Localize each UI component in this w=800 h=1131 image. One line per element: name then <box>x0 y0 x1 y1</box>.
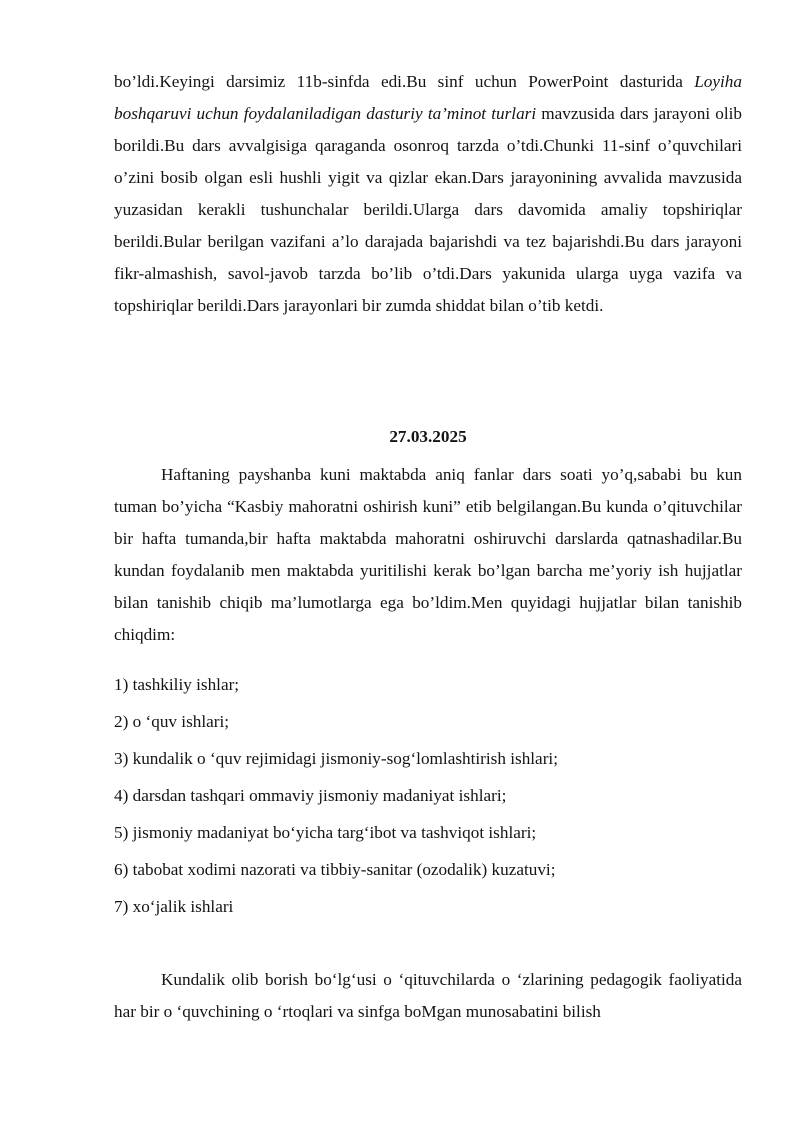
date-heading: 27.03.2025 <box>389 427 467 446</box>
list-item: 6) tabobat xodimi nazorati va tibbiy-sanitar (ozodalik) kuzatuvi; <box>114 860 556 879</box>
list-item: 1) tashkiliy ishlar; <box>114 675 240 694</box>
paragraph-lesson-11b <box>114 66 742 322</box>
list-item: 2) o ‘quv ishlari; <box>114 712 230 731</box>
paragraph-diary-keeping: Kundalik olib borish bo‘lg‘usi o ‘qituvchilarda o ‘zlarining pedagogik faoliyatida har bir o ‘quvchining o ‘rtoqlari va sinfga boMgan munosabatini bilish <box>114 970 742 1021</box>
lesson-topic: Loyiha boshqaruvi uchun foydalaniladigan dasturiy ta’minot turlari <box>114 72 742 123</box>
paragraph-professional-day: Haftaning payshanba kuni maktabda aniq fanlar dars soati yo’q,sababi bu kun tuman bo’yicha “Kasbiy mahoratni oshirish kuni” etib belgilangan.Bu kunda o’qituvchilar bir hafta tumanda,bir hafta maktabda mahoratni oshiruvchi darslarda qatnashadilar.Bu kundan foydalanib men maktabda yuritilishi kerak bo’lgan barcha me’yoriy ish hujjatlar bilan tanishib chiqib ma’lumotlarga ega bo’ldim.Men quyidagi hujjatlar bilan tanishib chiqdim: <box>114 465 742 644</box>
paragraph-text: bo’ldi.Keyingi darsimiz 11b-sinfda edi.Bu sinf uchun PowerPoint dasturida <box>114 72 695 91</box>
list-item: 4) darsdan tashqari ommaviy jismoniy madaniyat ishlari; <box>114 786 507 805</box>
paragraph-text: mavzusida dars jarayoni olib borildi.Bu dars avvalgisiga qaraganda osonroq tarzda o’tdi.Chunki 11-sinf o’quvchilari o’zini bosib olgan esli hushli yigit va qizlar ekan.Dars jarayonining avvalida mavzusida yuzasidan kerakli tushunchalar berildi.Ularga dars davomida amaliy topshiriqlar berildi.Bular berilgan vazifani a’lo darajada bajarishdi va tez bajarishdi.Bu dars jarayoni fikr-almashish, savol-javob tarzda bo’lib o’tdi.Dars yakunida ularga uyga vazifa va topshiriqlar berildi.Dars jarayonlari bir zumda shiddat bilan o’tib ketdi. <box>114 104 742 315</box>
list-item: 7) xo‘jalik ishlari <box>114 897 234 916</box>
document-list <box>114 669 742 928</box>
list-item: 3) kundalik o ‘quv rejimidagi jismoniy-sog‘lomlashtirish ishlari; <box>114 749 558 768</box>
list-item: 5) jismoniy madaniyat bo‘yicha targ‘ibot va tashviqot ishlari; <box>114 823 537 842</box>
